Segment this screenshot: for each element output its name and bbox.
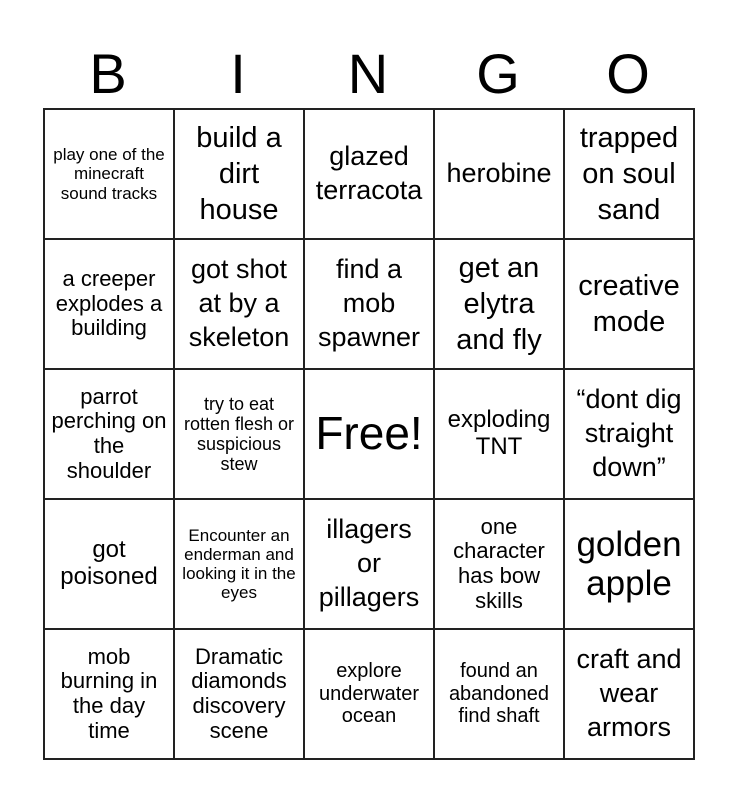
bingo-cell[interactable]: a creeper explodes a building — [44, 239, 174, 369]
board-row — [44, 239, 694, 369]
board-row — [44, 369, 694, 499]
bingo-cell[interactable]: craft and wear armors — [564, 629, 694, 759]
bingo-cell[interactable]: build a dirt house — [174, 109, 304, 239]
bingo-header — [43, 40, 693, 108]
bingo-cell[interactable]: Encounter an enderman and looking it in the eyes — [174, 499, 304, 629]
header-letter-b: B — [89, 42, 127, 105]
bingo-cell[interactable]: found an abandoned find shaft — [434, 629, 564, 759]
bingo-cell[interactable]: “dont dig straight down” — [564, 369, 694, 499]
bingo-board — [43, 108, 695, 760]
bingo-cell[interactable]: herobine — [434, 109, 564, 239]
bingo-cell[interactable]: mob burning in the day time — [44, 629, 174, 759]
free-cell[interactable]: Free! — [304, 369, 434, 499]
bingo-cell[interactable]: glazed terracota — [304, 109, 434, 239]
bingo-cell[interactable]: golden apple — [564, 499, 694, 629]
bingo-cell[interactable]: got poisoned — [44, 499, 174, 629]
bingo-cell[interactable]: creative mode — [564, 239, 694, 369]
header-letter-o: O — [606, 42, 650, 105]
bingo-cell[interactable]: got shot at by a skeleton — [174, 239, 304, 369]
bingo-cell[interactable]: get an elytra and fly — [434, 239, 564, 369]
board-row — [44, 109, 694, 239]
header-letter-g: G — [476, 42, 520, 105]
bingo-cell[interactable]: Dramatic diamonds discovery scene — [174, 629, 304, 759]
board-row — [44, 629, 694, 759]
bingo-cell[interactable]: trapped on soul sand — [564, 109, 694, 239]
bingo-cell[interactable]: illagers or pillagers — [304, 499, 434, 629]
bingo-cell[interactable]: play one of the minecraft sound tracks — [44, 109, 174, 239]
board-row — [44, 499, 694, 629]
bingo-cell[interactable]: one character has bow skills — [434, 499, 564, 629]
bingo-cell[interactable]: find a mob spawner — [304, 239, 434, 369]
header-letter-i: I — [230, 42, 246, 105]
bingo-cell[interactable]: exploding TNT — [434, 369, 564, 499]
bingo-cell[interactable]: try to eat rotten flesh or suspicious stew — [174, 369, 304, 499]
bingo-cell[interactable]: parrot perching on the shoulder — [44, 369, 174, 499]
bingo-cell[interactable]: explore underwater ocean — [304, 629, 434, 759]
header-letter-n: N — [347, 42, 389, 105]
